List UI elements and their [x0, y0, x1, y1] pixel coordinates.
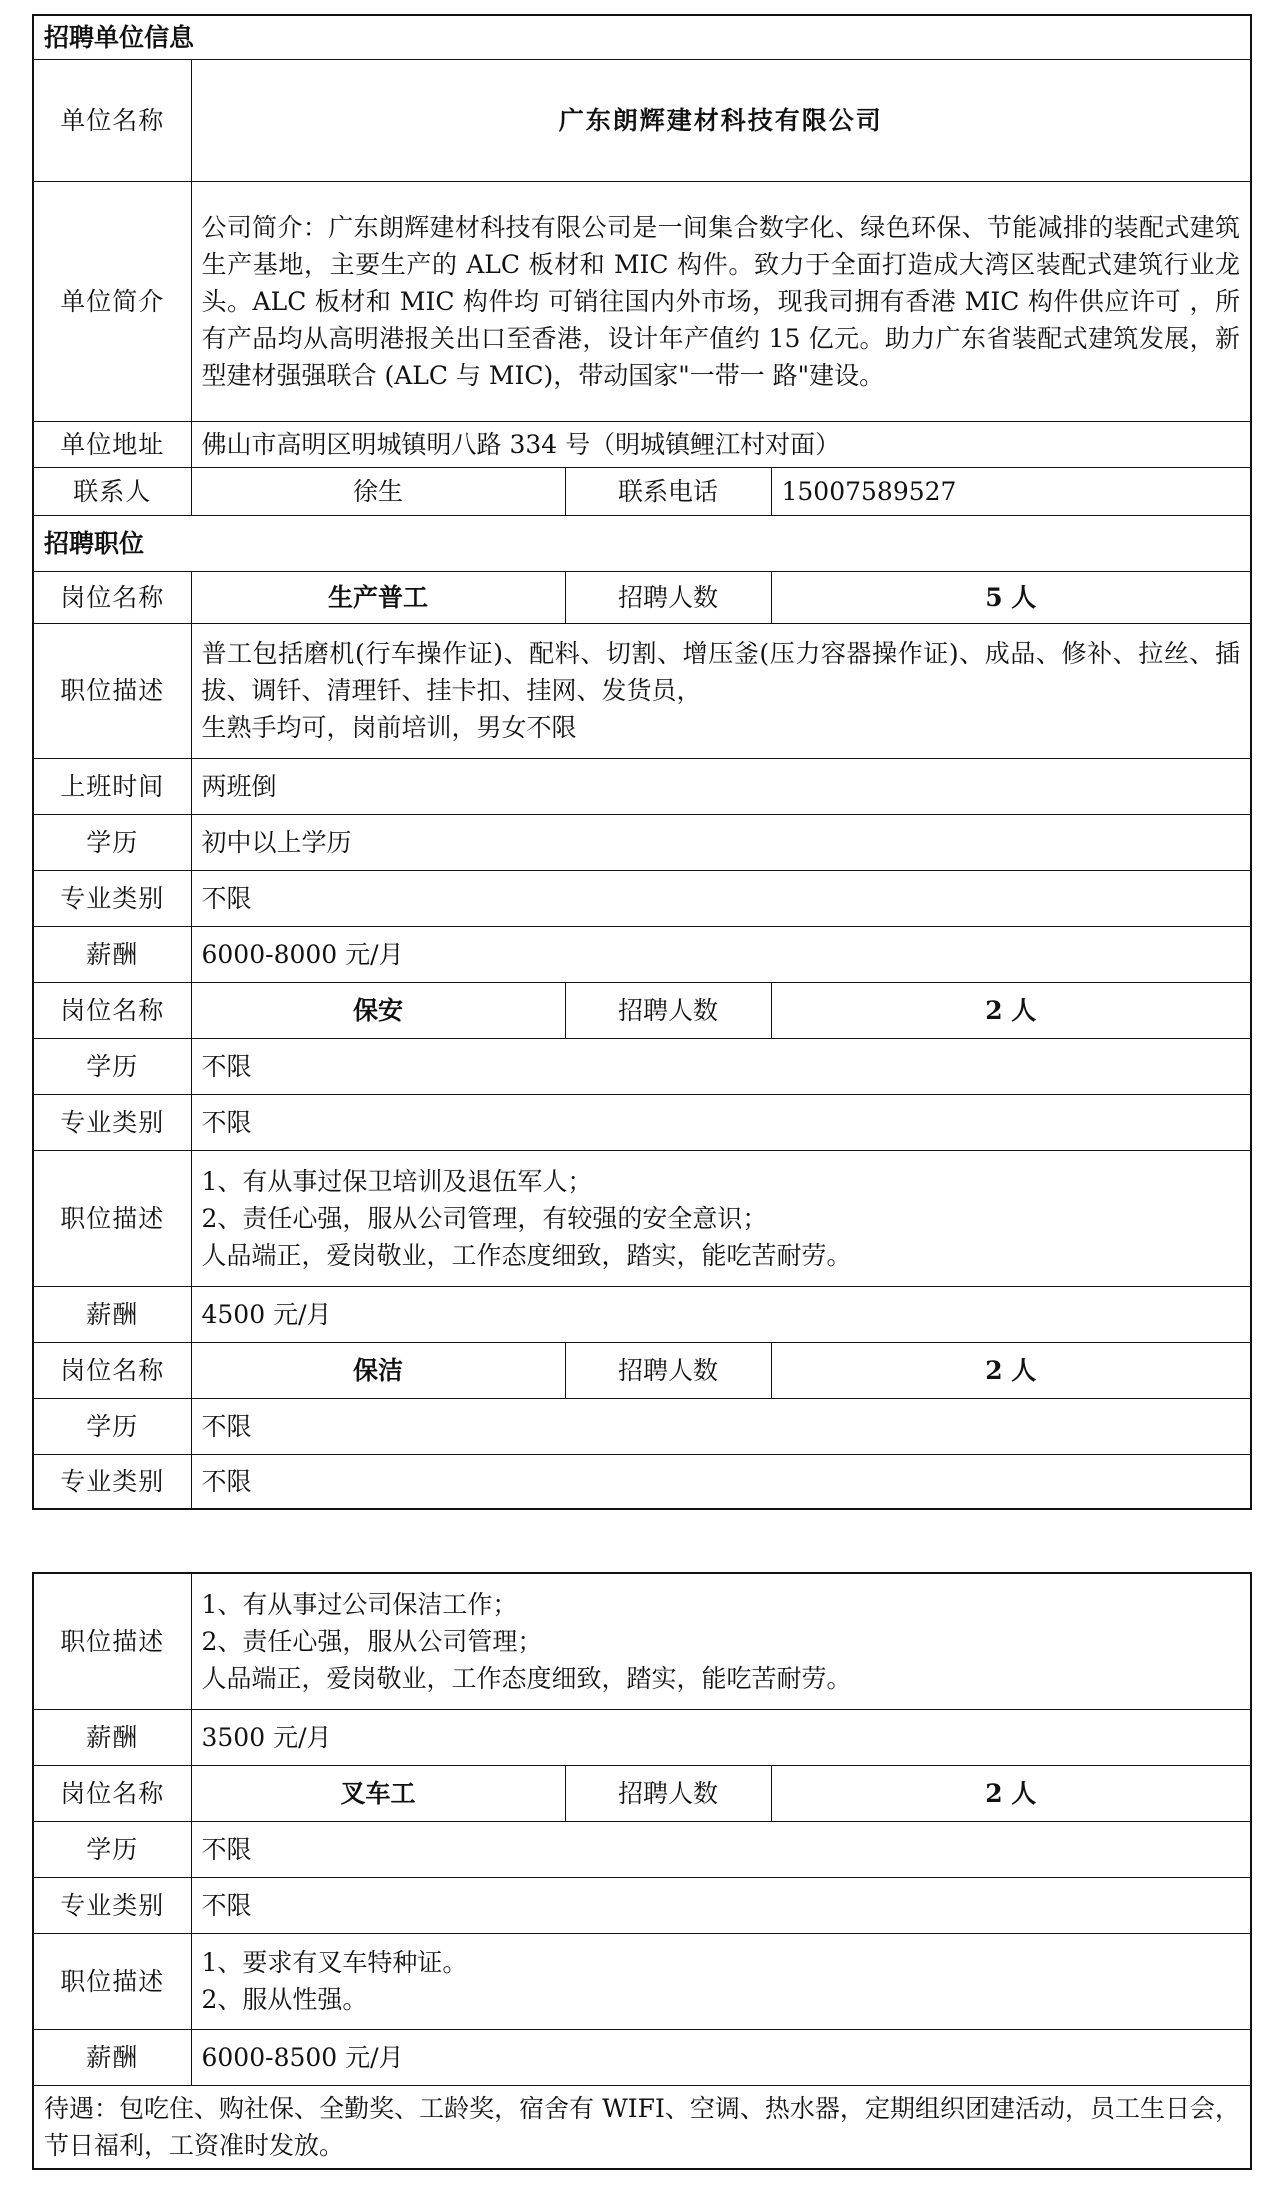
job-desc: [191, 1933, 1251, 2029]
job-name: 叉车工: [191, 1765, 565, 1821]
job-salary-row: [33, 1709, 1251, 1765]
job-edu-row: [33, 1821, 1251, 1877]
recruitment-table-part2: [32, 1572, 1252, 2170]
job-major-row: [33, 1094, 1251, 1150]
section-row-company: [33, 15, 1251, 59]
job-major-label: 专业类别: [33, 1454, 191, 1509]
job-count: 5 人: [771, 571, 1251, 623]
job-desc-row: [33, 623, 1251, 758]
job-desc-line: 普工包括磨机(行车操作证)、配料、切割、增压釜(压力容器操作证)、成品、修补、拉丝、插拔、调钎、清理钎、挂卡扣、挂网、发货员，: [201, 639, 1241, 705]
job-salary-label: 薪酬: [33, 1709, 191, 1765]
company-intro-row: [33, 181, 1251, 421]
job-major-row: [33, 870, 1251, 926]
job-edu-label: 学历: [33, 814, 191, 870]
job-edu-row: [33, 1038, 1251, 1094]
job-salary-row: [33, 1286, 1251, 1342]
company-address-label: 单位地址: [33, 421, 191, 467]
section-title-positions: 招聘职位: [33, 515, 1251, 571]
job-count-label: 招聘人数: [565, 1765, 771, 1821]
job-salary: 4500 元/月: [191, 1286, 1251, 1342]
job-count: 2 人: [771, 1342, 1251, 1398]
job-desc-label: 职位描述: [33, 1573, 191, 1709]
job-salary: 3500 元/月: [191, 1709, 1251, 1765]
job-desc-row: [33, 1150, 1251, 1286]
job-major: 不限: [191, 1454, 1251, 1509]
contact-name: 徐生: [191, 467, 565, 515]
job-desc-row: [33, 1573, 1251, 1709]
job-salary: 6000-8500 元/月: [191, 2029, 1251, 2085]
benefits-row: [33, 2085, 1251, 2169]
job-desc: [191, 1150, 1251, 1286]
job-desc-line: 1、有从事过公司保洁工作；: [201, 1589, 518, 1619]
job-count: 2 人: [771, 1765, 1251, 1821]
company-name: 广东朗辉建材科技有限公司: [191, 59, 1251, 181]
job-desc-line: 人品端正，爱岗敬业，工作态度细致，踏实，能吃苦耐劳。: [201, 1240, 852, 1270]
job-name: 保洁: [191, 1342, 565, 1398]
job-name: 生产普工: [191, 571, 565, 623]
job-desc-line: 2、服从性强。: [201, 1985, 368, 2014]
job-major: 不限: [191, 1094, 1251, 1150]
job-name: 保安: [191, 982, 565, 1038]
job-major: 不限: [191, 1877, 1251, 1933]
job-major-row: [33, 1454, 1251, 1509]
company-address-row: [33, 421, 1251, 467]
job-desc: [191, 1573, 1251, 1709]
job-salary-label: 薪酬: [33, 2029, 191, 2085]
section-row-positions: [33, 515, 1251, 571]
job-count: 2 人: [771, 982, 1251, 1038]
job-edu-row: [33, 1398, 1251, 1454]
job-desc-label: 职位描述: [33, 1933, 191, 2029]
recruitment-table-part1: [32, 14, 1252, 1510]
job-shift-label: 上班时间: [33, 758, 191, 814]
job-salary: 6000-8000 元/月: [191, 926, 1251, 982]
job-major: 不限: [191, 870, 1251, 926]
job-desc-line: 2、责任心强，服从公司管理；: [201, 1626, 543, 1656]
job-edu: 不限: [191, 1398, 1251, 1454]
job-shift-row: [33, 758, 1251, 814]
job-desc-line: 1、要求有叉车特种证。: [201, 1948, 468, 1977]
job-header-row: [33, 982, 1251, 1038]
job-edu-label: 学历: [33, 1038, 191, 1094]
job-major-row: [33, 1877, 1251, 1933]
job-edu-label: 学历: [33, 1398, 191, 1454]
section-title-company: 招聘单位信息: [33, 15, 1251, 59]
job-count-label: 招聘人数: [565, 571, 771, 623]
company-name-label: 单位名称: [33, 59, 191, 181]
job-salary-label: 薪酬: [33, 926, 191, 982]
job-salary-label: 薪酬: [33, 1286, 191, 1342]
phone-label: 联系电话: [565, 467, 771, 515]
job-major-label: 专业类别: [33, 870, 191, 926]
job-major-label: 专业类别: [33, 1877, 191, 1933]
job-name-label: 岗位名称: [33, 1342, 191, 1398]
job-desc-line: 1、有从事过保卫培训及退伍军人；: [201, 1166, 593, 1196]
job-shift: 两班倒: [191, 758, 1251, 814]
job-header-row: [33, 1765, 1251, 1821]
job-edu: 初中以上学历: [191, 814, 1251, 870]
job-salary-row: [33, 926, 1251, 982]
job-salary-row: [33, 2029, 1251, 2085]
company-intro: 公司简介：广东朗辉建材科技有限公司是一间集合数字化、绿色环保、节能减排的装配式建筑生产基地，主要生产的 ALC 板材和 MIC 构件。致力于全面打造成大湾区装配式建筑行业龙头。ALC 板材和 MIC 构件均 可销往国内外市场，现我司拥有香港 MIC 构件供应许可 ，所有产品均从高明港报关出口至香港，设计年产值约 15 亿元。助力广东省装配式建筑发展，新型建材强强联合 (ALC 与 MIC)，带动国家"一带一 路"建设。: [191, 181, 1251, 421]
job-header-row: [33, 1342, 1251, 1398]
company-intro-label: 单位简介: [33, 181, 191, 421]
job-desc-label: 职位描述: [33, 1150, 191, 1286]
job-desc: [191, 623, 1251, 758]
job-desc-row: [33, 1933, 1251, 2029]
benefits-text: 待遇：包吃住、购社保、全勤奖、工龄奖，宿舍有 WIFI、空调、热水器，定期组织团建活动，员工生日会，节日福利，工资准时发放。: [33, 2085, 1251, 2169]
job-desc-line: 2、责任心强，服从公司管理，有较强的安全意识；: [201, 1203, 768, 1233]
job-name-label: 岗位名称: [33, 1765, 191, 1821]
job-desc-line: 生熟手均可，岗前培训，男女不限: [201, 713, 577, 742]
contact-label: 联系人: [33, 467, 191, 515]
job-edu-row: [33, 814, 1251, 870]
job-count-label: 招聘人数: [565, 1342, 771, 1398]
job-desc-label: 职位描述: [33, 623, 191, 758]
company-address: 佛山市高明区明城镇明八路 334 号（明城镇鲤江村对面）: [191, 421, 1251, 467]
job-name-label: 岗位名称: [33, 982, 191, 1038]
company-name-row: [33, 59, 1251, 181]
job-header-row: [33, 571, 1251, 623]
job-major-label: 专业类别: [33, 1094, 191, 1150]
job-edu-label: 学历: [33, 1821, 191, 1877]
job-edu: 不限: [191, 1038, 1251, 1094]
contact-row: [33, 467, 1251, 515]
job-count-label: 招聘人数: [565, 982, 771, 1038]
phone-number: 15007589527: [771, 467, 1251, 515]
job-name-label: 岗位名称: [33, 571, 191, 623]
job-edu: 不限: [191, 1821, 1251, 1877]
job-desc-line: 人品端正，爱岗敬业，工作态度细致，踏实，能吃苦耐劳。: [201, 1663, 852, 1693]
